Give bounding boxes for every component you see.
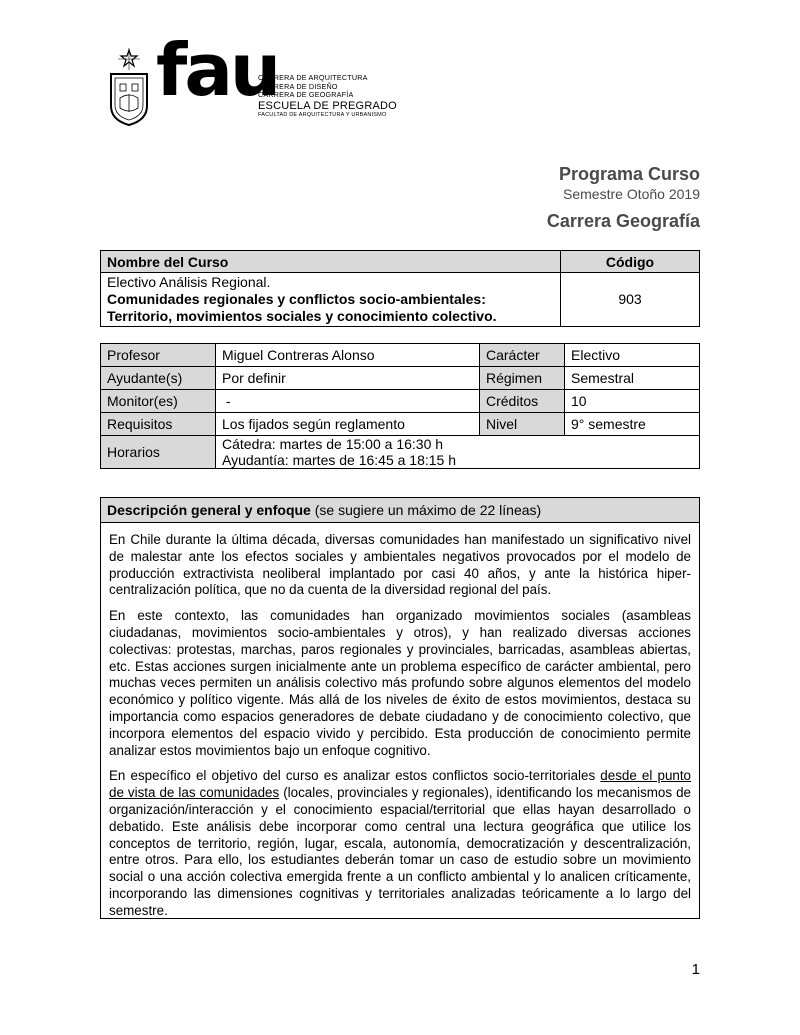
description-body — [101, 523, 699, 920]
caracter-label: Carácter — [480, 344, 565, 367]
info-row — [101, 413, 700, 436]
description-paragraph-1: En Chile durante la última década, diversas comunidades han manifestado un significativo nivel de malestar ante los efectos sociales y ambientales negativos provocados por el modelo de producción extractivista neoliberal implantado por casi 40 años, y ante la histórica hiper-centralización política, que no da cuenta de la diversidad regional del país. — [109, 532, 691, 598]
course-code-header: Código — [561, 251, 700, 273]
requisitos-label: Requisitos — [101, 413, 216, 436]
horarios-value — [216, 436, 700, 469]
faculty-logo — [108, 28, 398, 128]
fau-wordmark: fau — [156, 28, 279, 112]
course-info-table — [100, 343, 700, 469]
monitor-value: - — [216, 390, 480, 413]
logo-text-block — [258, 74, 397, 119]
course-name-table — [100, 250, 700, 327]
university-seal-icon — [108, 48, 150, 126]
logo-line-arquitectura: CARRERA DE ARQUITECTURA — [258, 73, 368, 82]
logo-school: ESCUELA DE PREGRADO — [258, 99, 397, 112]
ayudante-label: Ayudante(s) — [101, 367, 216, 390]
description-section — [100, 497, 700, 919]
course-name-cell — [101, 273, 561, 327]
info-row — [101, 344, 700, 367]
p3-end: (locales, provinciales y regionales), identificando los mecanismos de organización/interacción y el conocimiento espacial/territorial que ellas hayan desarrollado o debatido. Este análisis debe incorporar como central una lectura geográfica que utilice los conceptos de territorio, región, lugar, escala, autonomía, democratización y descentralización, entre otros. Para ello, los estudiantes deberán tomar un caso de estudio sobre un movimiento social o una acción colectiva emergida frente a un conflicto ambiental y lo analicen críticamente, incorporando las dimensiones cognitivas y territoriales analizadas teóricamente a lo largo del semestre. — [109, 785, 691, 918]
info-row — [101, 436, 700, 469]
description-heading-title: Descripción general y enfoque — [107, 502, 311, 518]
p3-start: En específico el objetivo del curso es analizar estos conflictos socio-territoriales — [109, 768, 601, 784]
course-code: 903 — [561, 273, 700, 327]
nivel-value: 9° semestre — [565, 413, 700, 436]
description-paragraph-3 — [109, 768, 691, 919]
logo-faculty: FACULTAD DE ARQUITECTURA Y URBANISMO — [258, 111, 387, 118]
regimen-label: Régimen — [480, 367, 565, 390]
course-name-line-2: Comunidades regionales y conflictos socio-ambientales: — [107, 291, 486, 307]
ayudantia-schedule: Ayudantía: martes de 16:45 a 18:15 h — [222, 452, 457, 468]
career-title: Carrera Geografía — [546, 211, 700, 231]
profesor-value: Miguel Contreras Alonso — [216, 344, 480, 367]
horarios-label: Horarios — [101, 436, 216, 469]
semester-label: Semestre Otoño 2019 — [563, 186, 700, 202]
info-row — [101, 390, 700, 413]
description-heading — [101, 498, 699, 523]
regimen-value: Semestral — [565, 367, 700, 390]
info-row — [101, 367, 700, 390]
logo-line-diseno: CARRERA DE DISEÑO — [258, 81, 338, 91]
p3-underlined: desde el punto de vista de las comunidades — [109, 768, 692, 801]
creditos-label: Créditos — [480, 390, 565, 413]
creditos-value: 10 — [565, 390, 700, 413]
caracter-value: Electivo — [565, 344, 700, 367]
profesor-label: Profesor — [101, 344, 216, 367]
page-number: 1 — [691, 961, 700, 978]
ayudante-value: Por definir — [216, 367, 480, 390]
course-name-line-1: Electivo Análisis Regional. — [107, 274, 271, 290]
description-heading-note: (se sugiere un máximo de 22 líneas) — [310, 502, 542, 518]
course-name-header: Nombre del Curso — [101, 251, 561, 273]
nivel-label: Nivel — [480, 413, 565, 436]
description-paragraph-2: En este contexto, las comunidades han organizado movimientos sociales (asambleas ciudadanas, movimientos socio-ambientales y otros), y han realizado diversas acciones colectivas: protestas, marchas, paros regionales y provinciales, barricadas, asambleas abiertas, etc. Estas acciones surgen inicialmente ante un problema específico de carácter ambiental, pero muchas veces permiten un análisis colectivo más profundo sobre algunos elementos del modelo económico y político vigente. Más allá de los niveles de éxito de estos movimientos, destaca su importancia como espacios generadores de debate ciudadano y de conocimiento colectivo, que incorpora elementos del espacio vivido y percibido. Esta producción de conocimiento permite analizar estos movimientos bajo un enfoque cognitivo. — [109, 608, 691, 758]
course-name-line-3: Territorio, movimientos sociales y conocimiento colectivo. — [107, 308, 497, 324]
document-title: Programa Curso — [558, 164, 700, 184]
catedra-schedule: Cátedra: martes de 15:00 a 16:30 h — [222, 436, 444, 452]
logo-line-geografia: CARRERA DE GEOGRAFÍA — [258, 90, 354, 100]
requisitos-value: Los fijados según reglamento — [216, 413, 480, 436]
monitor-label: Monitor(es) — [101, 390, 216, 413]
